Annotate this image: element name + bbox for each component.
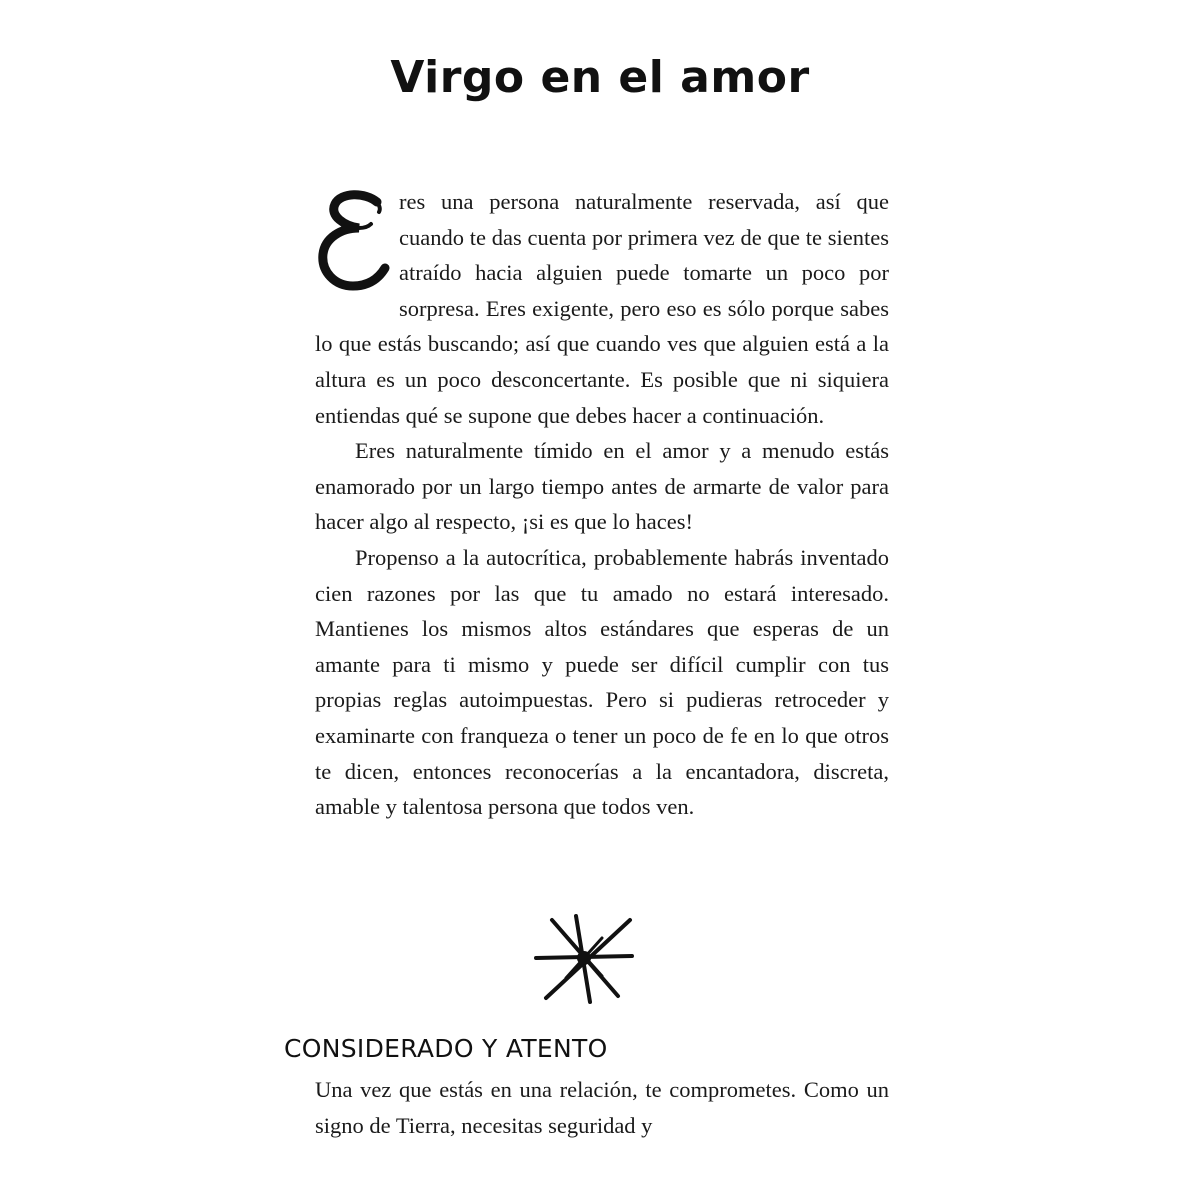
- paragraph-3: Propenso a la autocrítica, probablemente habrás inventado cien razones por las que tu amado no estará interesado. Mantienes los mismos altos estándares que esperas de un amante para ti mismo y puede ser difícil cumplir con tus propias reglas autoimpuestas. Pero si pudieras retroceder y examinarte con franqueza o tener un poco de fe en lo que otros te dicen, entonces reconocerías a la encantadora, discreta, amable y talentosa persona que todos ven.: [315, 544, 889, 820]
- drop-cap-e-icon: [315, 188, 399, 292]
- paragraph-1: [315, 184, 889, 433]
- paragraph-2: Eres naturalmente tímido en el amor y a menudo estás enamorado por un largo tiempo antes de armarte de valor para hacer algo al respecto, ¡si es que lo haces!: [315, 438, 889, 535]
- drop-cap-letter: [315, 188, 399, 292]
- star-burst-icon: [532, 912, 636, 1004]
- section-heading: CONSIDERADO Y ATENTO: [284, 1034, 608, 1063]
- paragraph-1-text: res una persona naturalmente reservada, así que cuando te das cuenta por primera vez de que te sientes atraído hacia alguien puede tomarte un poco por sorpresa. Eres exigente, pero eso es sólo porque sabes lo que estás buscando; así que cuando ves que alguien está a la altura es un poco desconcertante. Es posible que ni siquiera entiendas qué se supone que debes hacer a continuación.: [315, 189, 889, 428]
- section-paragraph: Una vez que estás en una relación, te comprometes. Como un signo de Tierra, necesitas seguridad y: [315, 1077, 889, 1138]
- body-text: [315, 184, 889, 825]
- page-title: Virgo en el amor: [390, 52, 810, 103]
- section-text: [315, 1072, 889, 1143]
